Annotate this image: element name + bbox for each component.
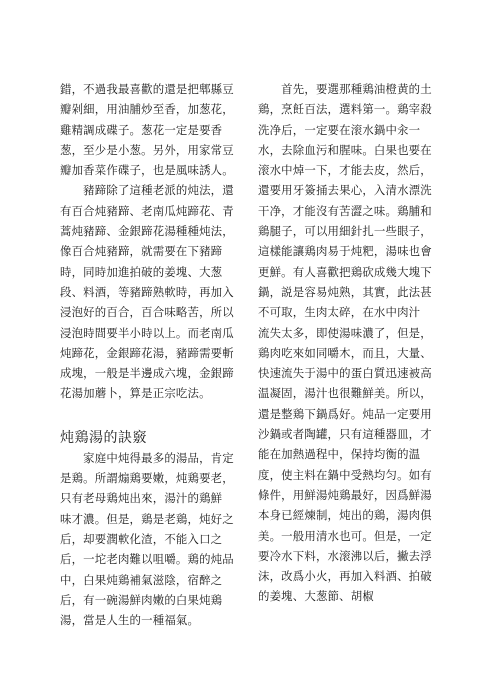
text-line: 段、料酒，等豬蹄熟軟時，再加入 [60, 284, 234, 299]
text-line: 沫，改爲小火，再加入料酒、拍破 [258, 569, 432, 584]
text-line: 蒿炖豬蹄、金銀蹄花湯種種炖法， [60, 224, 234, 239]
text-line: 是鶏。所謂煽鶏要嫩，炖鶏要老， [60, 471, 234, 486]
text-line: 成塊，一般是半邊成六塊，金銀蹄 [60, 366, 234, 381]
text-line: 豬蹄除了這種老派的炖法，還 [60, 183, 234, 198]
text-line: 葱，至少是小葱。另外，用家常豆 [60, 142, 234, 157]
left-column [60, 79, 240, 630]
text-line: 流失太多，即使湯味濃了，但是， [258, 325, 432, 340]
text-line: 時，同時加進拍破的姜塊、大葱 [60, 264, 223, 279]
text-line: 有百合炖豬蹄、老南瓜炖蹄花、青 [60, 203, 234, 218]
text-line: 錯，不過我最喜歡的還是把郫縣豆 [60, 82, 234, 96]
text-line: 洗净后，一定要在滚水鍋中汆一 [258, 122, 421, 137]
text-line: 雞精調成碟子。葱花一定是要香 [60, 122, 223, 137]
text-line: 還是整鶏下鍋爲好。炖品一定要用 [258, 406, 432, 421]
text-line: 更鮮。有人喜歡把鶏砍成幾大塊下 [258, 264, 432, 279]
text-line: 只有老母鶏炖出來，湯汁的鶏鮮 [60, 491, 223, 506]
text-line: 瓣剁細，用油脯炒至香，加葱花， [60, 102, 234, 117]
text-line: 鶏肉吃來如同嚼木，而且，大量、 [258, 345, 432, 360]
section-spacer [60, 404, 240, 428]
text-line: 像百合炖豬蹄，就需要在下豬蹄 [60, 244, 223, 259]
text-line: 鶏，烹飪百法，選料第一。鶏宰殺 [258, 102, 432, 117]
text-line: 味才濃。但是，鶏是老鶏，炖好之 [60, 511, 234, 526]
text-line: 美。一般用清水也可。但是，一定 [258, 528, 432, 543]
section-title: 炖鶏湯的訣竅 [60, 429, 147, 446]
text-line: 沙鍋或者陶罐，只有這種器皿，才 [258, 427, 432, 442]
text-line: 炖蹄花，金銀蹄花湯，豬蹄需要斬 [60, 345, 234, 360]
text-line: 后，却要潤軟化渣，不能入口之 [60, 531, 223, 546]
text-line: 鶏腿子，可以用細針扎一些眼子， [258, 224, 432, 239]
text-line: 能在加熱過程中，保持均衡的温 [258, 447, 421, 462]
text-line: 鍋，説是容易炖熟，其實，此法甚 [258, 284, 432, 299]
text-line: 首先，要選那種鶏油橙黄的土 [258, 82, 432, 96]
text-line: 花湯加蘑卜，算是正宗吃法。 [60, 386, 211, 401]
text-line: 的姜塊、大葱節、胡椒 [258, 589, 374, 604]
text-line: 要冷水下料，水滚沸以后，撇去浮 [258, 548, 432, 563]
text-line: 中，白果炖鶏補氣滋陰，宿醉之 [60, 572, 223, 587]
text-line: 瓣加香菜作碟子，也是風味誘人。 [60, 163, 234, 178]
right-column [258, 79, 438, 607]
left-paragraph-3 [60, 448, 240, 631]
text-line: 這樣能讓鶏肉易于炖粑，湯味也會 [258, 244, 432, 259]
left-paragraph-2 [60, 180, 240, 403]
text-line: 快速流失于湯中的蛋白質迅速被高 [258, 366, 432, 381]
text-line: 滚水中焯一下，才能去皮，然后， [258, 163, 432, 178]
text-line: 條件，用鮮湯炖鶏最好，因爲鮮湯 [258, 487, 432, 502]
text-line: 温凝固，湯汁也很難鮮美。所以， [258, 386, 432, 401]
text-line: 還要用牙簽捅去果心，入清水漂洗 [258, 183, 432, 198]
text-line: 度，使主料在鍋中受熱均匀。如有 [258, 467, 432, 482]
text-line: 家庭中炖得最多的湯品，肯定 [60, 450, 234, 465]
text-line: 不可取，生肉太碎，在水中肉汁 [258, 305, 421, 320]
text-line: 后，一坨老肉難以咀嚼。鶏的炖品 [60, 552, 234, 567]
text-line: 浸泡時間要半小時以上。而老南瓜 [60, 325, 234, 340]
text-line: 干净，才能沒有苦澀之味。鶏脯和 [258, 203, 432, 218]
text-line: 浸泡好的百合，百合味略苦，所以 [60, 305, 234, 320]
text-line: 湯，當是人生的一種福氣。 [60, 613, 200, 628]
text-line: 水，去除血污和腥味。白果也要在 [258, 142, 432, 157]
text-line: 后，有一碗湯鮮肉嫩的白果炖鶏 [60, 592, 223, 607]
text-line: 本身已經煉制，炖出的鶏，湯肉俱 [258, 508, 432, 523]
right-paragraph-1 [258, 79, 438, 607]
left-paragraph-1 [60, 79, 240, 180]
